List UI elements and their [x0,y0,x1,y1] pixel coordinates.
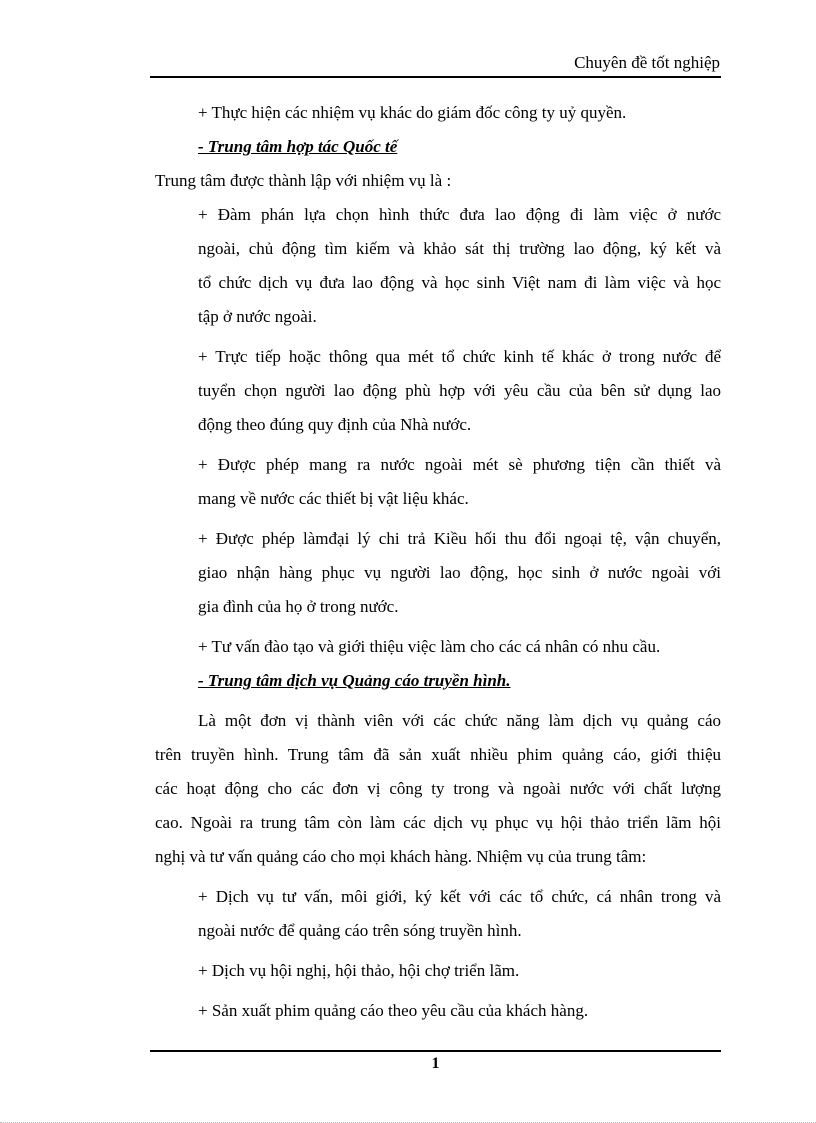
bullet-line: giao nhận hàng phục vụ người lao động, học sinh ở nước ngoài với [198,563,721,582]
document-body [155,96,721,1028]
bullet-line: gia đình của họ ở trong nước. [198,597,399,616]
bullet-line: + Đàm phán lựa chọn hình thức đưa lao động đi làm việc ở nước [198,205,721,224]
bullet-line: + Tư vấn đào tạo và giới thiệu việc làm cho các cá nhân có nhu cầu. [198,637,661,656]
bullet-line: tuyển chọn người lao động phù hợp với yêu cầu của bên sử dụng lao [198,381,721,400]
paragraph-line: cao. Ngoài ra trung tâm còn làm các dịch vụ phục vụ hội thảo triển lãm hội [155,813,721,832]
bullet-line: tập ở nước ngoài. [198,307,317,326]
bullet-line: + Được phép làmđại lý chi trả Kiều hối thu đổi ngoại tệ, vận chuyển, [198,529,721,548]
bullet-line: + Dịch vụ hội nghị, hội thảo, hội chợ triển lãm. [198,961,520,980]
bullet-line: tổ chức dịch vụ đưa lao động và học sinh Việt nam đi làm việc và học [198,273,721,292]
bullet-line: ngoài, chủ động tìm kiếm và khảo sát thị trường lao động, ký kết và [198,239,721,258]
section-heading-international-center: - Trung tâm hợp tác Quốc tế [198,137,398,156]
bullet-line: + Sản xuất phim quảng cáo theo yêu cầu của khách hàng. [198,1001,589,1020]
bullet-line: + Thực hiện các nhiệm vụ khác do giám đốc công ty uỷ quyền. [198,103,627,122]
paragraph-line: nghị và tư vấn quảng cáo cho mọi khách hàng. Nhiệm vụ của trung tâm: [155,847,647,866]
footer-rule [150,1050,721,1052]
bullet-line: động theo đúng quy định của Nhà nước. [198,415,472,434]
bullet-line: + Dịch vụ tư vấn, môi giới, ký kết với các tổ chức, cá nhân trong và [198,887,721,906]
paragraph-line: trên truyền hình. Trung tâm đã sản xuất nhiều phim quảng cáo, giới thiệu [155,745,721,764]
header-rule [150,76,721,78]
bullet-line: mang về nước các thiết bị vật liệu khác. [198,489,469,508]
section-heading-tv-advertising: - Trung tâm dịch vụ Quảng cáo truyền hình. [198,671,511,690]
paragraph-line: các hoạt động cho các đơn vị công ty trong và ngoài nước với chất lượng [155,779,721,798]
paragraph-line: Là một đơn vị thành viên với các chức năng làm dịch vụ quảng cáo [198,711,721,730]
document-header-title: Chuyên đề tốt nghiệp [574,53,720,72]
intro-line: Trung tâm được thành lập với nhiệm vụ là : [155,171,452,190]
bullet-line: + Được phép mang ra nước ngoài mét sè phương tiện cần thiết và [198,455,721,474]
bullet-line: ngoài nước để quảng cáo trên sóng truyền hình. [198,921,522,940]
page-number: 1 [431,1055,440,1072]
bullet-line: + Trực tiếp hoặc thông qua mét tổ chức kinh tế khác ở trong nước để [198,347,721,366]
